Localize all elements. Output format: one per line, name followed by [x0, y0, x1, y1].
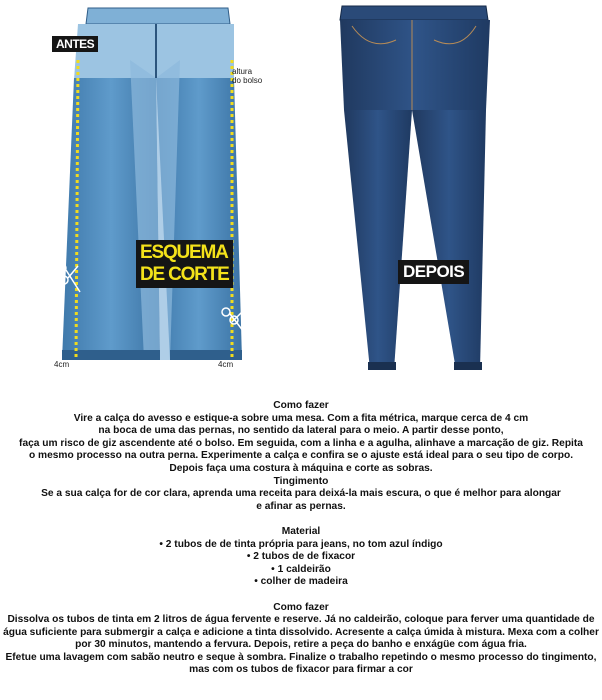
after-jeans-image — [300, 0, 510, 380]
text-line: e afinar as pernas. — [256, 500, 346, 512]
dyeing-section — [0, 602, 602, 678]
text-line: água suficiente para submergir a calça e adicione a tinta dissolvido. Acresente a calça úmida à mistura. Mexa com a colher — [3, 626, 599, 638]
pocket-note-line2: do bolso — [232, 76, 263, 85]
text-line: por 30 minutos, mantendo a fervura. Depois, retire a peça do banho e enxágüe com água fria. — [75, 639, 527, 651]
after-label: DEPOIS — [398, 260, 469, 284]
text-line: • 2 tubos de de fixacor — [246, 551, 356, 563]
after-jeans-drawing — [300, 0, 510, 380]
text-line: Efetue uma lavagem com sabão neutro e seque à sombra. Finalize o trabalho repetindo o mesmo processo do tingimento, — [5, 651, 597, 663]
text-line: Material — [281, 525, 321, 537]
text-line: na boca de uma das pernas, no sentido da lateral para o meio. A partir desse ponto, — [98, 425, 504, 437]
text-line: Se a sua calça for de cor clara, aprenda uma receita para deixá-la mais escura, o que é melhor para alongar — [41, 488, 561, 500]
material-section — [0, 526, 602, 589]
before-jeans-drawing — [20, 0, 280, 380]
before-label: ANTES — [52, 36, 98, 52]
text-line: • 2 tubos de de tinta própria para jeans, no tom azul índigo — [159, 538, 443, 550]
text-line: o mesmo processo na outra perna. Experimente a calça e confira se o ajuste está ideal para o seu tipo de corpo. — [28, 450, 574, 462]
text-line: Vire a calça do avesso e estique-a sobre uma mesa. Com a fita métrica, marque cerca de 4 cm — [73, 412, 529, 424]
pocket-height-note — [232, 67, 262, 85]
text-line: • 1 caldeirão — [271, 563, 331, 575]
measure-right: 4cm — [218, 360, 234, 369]
text-line: Tingimento — [273, 475, 329, 487]
text-line: Depois faça uma costura à máquina e corte as sobras. — [169, 462, 433, 474]
text-line: Como fazer — [273, 601, 329, 613]
article-text — [0, 400, 602, 677]
measure-left: 4cm — [54, 360, 70, 369]
text-line: mas com os tubos de fixacor para firmar a cor — [189, 664, 413, 676]
before-jeans-image — [20, 0, 280, 380]
text-line: Dissolva os tubos de tinta em 2 litros de água fervente e reserve. Já no caldeirão, coloque para ferver uma quantidade de — [7, 614, 595, 626]
text-line: • colher de madeira — [254, 576, 348, 588]
cutting-scheme-label — [136, 240, 233, 288]
text-line: Como fazer — [273, 400, 329, 411]
cutting-scheme-line1: ESQUEMA — [140, 242, 228, 263]
instructions-section — [0, 400, 602, 513]
cutting-scheme-line2: DE CORTE — [140, 264, 229, 285]
text-line: faça um risco de giz ascendente até o bolso. Em seguida, com a linha e a agulha, alinhave a marcação de giz. Repita — [19, 437, 583, 449]
pocket-note-line1: altura — [232, 67, 253, 76]
